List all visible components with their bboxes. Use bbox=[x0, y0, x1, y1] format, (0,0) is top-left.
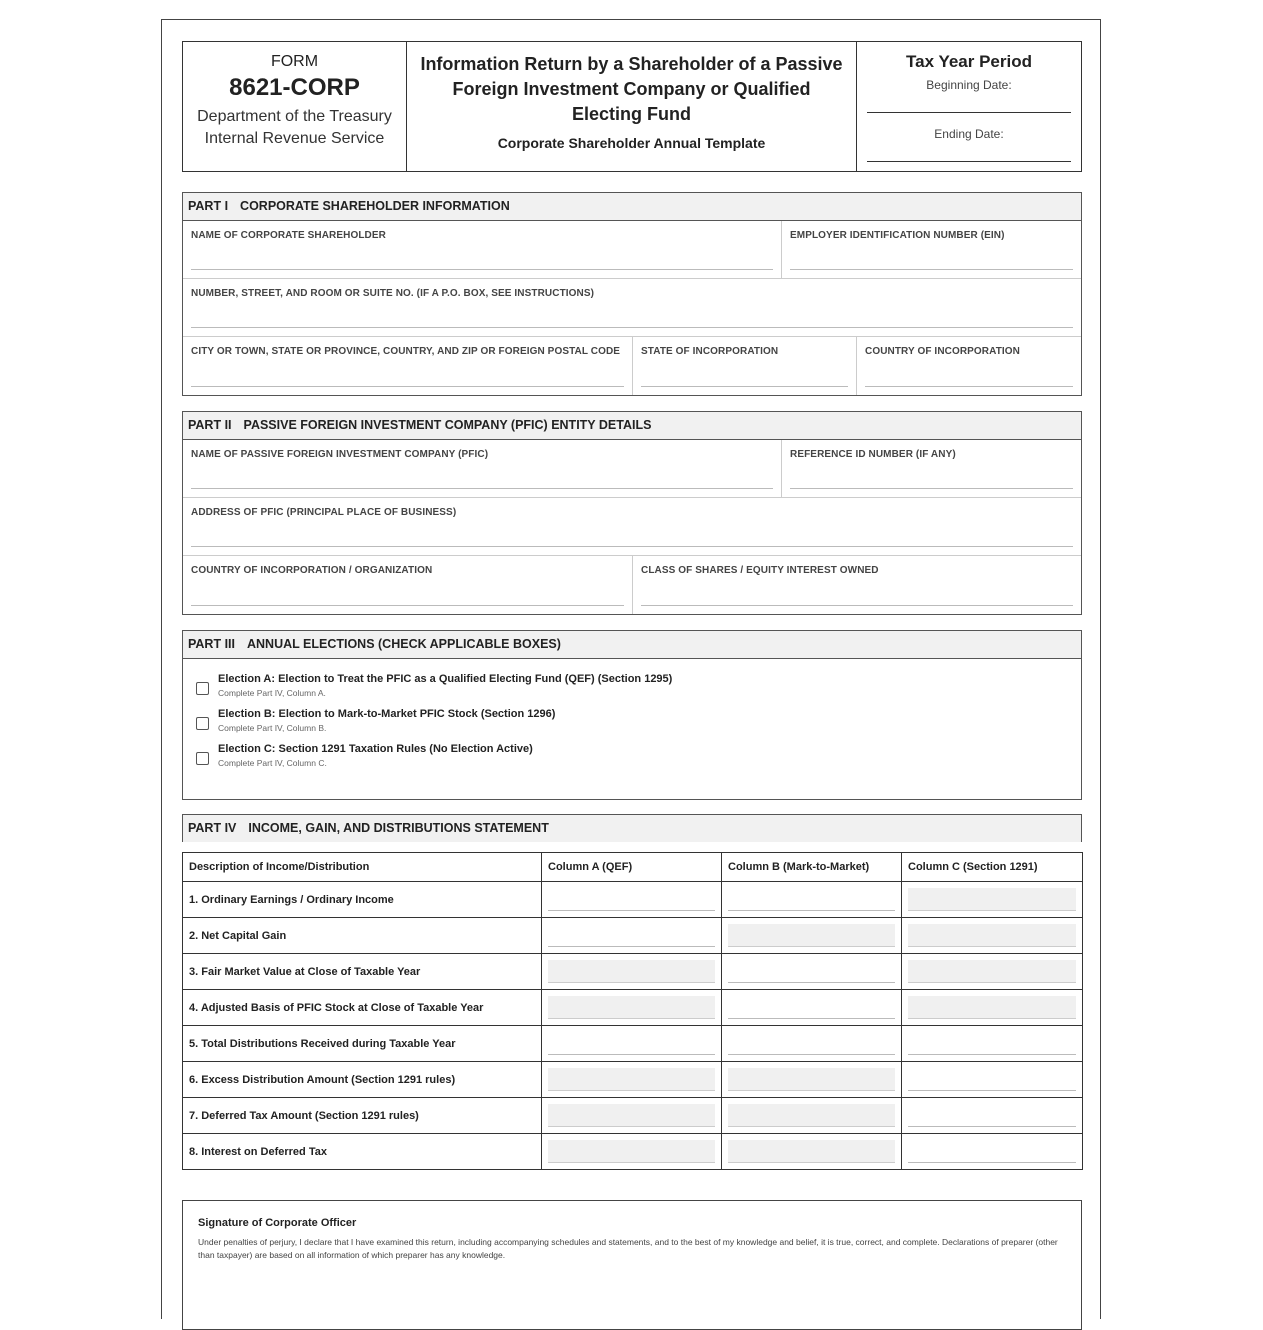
part-1-row-2 bbox=[183, 279, 1081, 337]
column-header-a: Column A (QEF) bbox=[542, 853, 722, 882]
column-a-input-disabled bbox=[542, 1062, 722, 1098]
election-a-checkbox[interactable] bbox=[196, 682, 209, 695]
country-label: COUNTRY OF INCORPORATION bbox=[865, 346, 1020, 357]
form-id-block bbox=[183, 42, 407, 171]
row-description: 8. Interest on Deferred Tax bbox=[183, 1134, 542, 1170]
election-b bbox=[196, 708, 1081, 733]
form-header bbox=[182, 41, 1082, 172]
election-c bbox=[196, 743, 1081, 768]
column-b-input-disabled bbox=[722, 1134, 902, 1170]
perjury-statement: Under penalties of perjury, I declare that I have examined this return, including accompanying schedules and statements, and to the best of my knowledge and belief, it is true, correct, and complete. Declarations of preparer (other than taxpayer) are based on all information of which preparer has any knowledge. bbox=[198, 1237, 1058, 1260]
signature-title: Signature of Corporate Officer bbox=[198, 1217, 357, 1229]
department-line-1: Department of the Treasury bbox=[197, 108, 392, 125]
pfic-address-label: ADDRESS OF PFIC (PRINCIPAL PLACE OF BUSINESS) bbox=[191, 507, 457, 518]
beginning-date-label: Beginning Date: bbox=[926, 78, 1012, 92]
column-c-input-disabled bbox=[902, 954, 1083, 990]
pfic-name-label: NAME OF PASSIVE FOREIGN INVESTMENT COMPANY (PFIC) bbox=[191, 449, 489, 460]
column-c-input-disabled bbox=[902, 882, 1083, 918]
part-1-number: PART I bbox=[188, 199, 229, 213]
row-description: 2. Net Capital Gain bbox=[183, 918, 542, 954]
part-2-row-1 bbox=[183, 440, 1081, 498]
shareholder-name-field[interactable] bbox=[191, 269, 773, 270]
column-c-input[interactable] bbox=[902, 1062, 1083, 1098]
shareholder-name-cell bbox=[183, 221, 781, 278]
column-a-input-disabled bbox=[542, 1098, 722, 1134]
row-description: 6. Excess Distribution Amount (Section 1291 rules) bbox=[183, 1062, 542, 1098]
column-b-input[interactable] bbox=[722, 990, 902, 1026]
elections-list bbox=[183, 659, 1081, 788]
table-row bbox=[183, 882, 1083, 918]
table-row bbox=[183, 1026, 1083, 1062]
part-3-header bbox=[183, 631, 1081, 659]
election-b-note: Complete Part IV, Column B. bbox=[218, 723, 327, 733]
column-c-input[interactable] bbox=[902, 1026, 1083, 1062]
pfic-name-field[interactable] bbox=[191, 488, 773, 489]
beginning-date-field[interactable] bbox=[867, 92, 1071, 113]
election-a-title: Election A: Election to Treat the PFIC as a Qualified Electing Fund (QEF) (Section 1295) bbox=[218, 673, 673, 685]
part-2-number: PART II bbox=[188, 418, 232, 432]
part-2-title: PASSIVE FOREIGN INVESTMENT COMPANY (PFIC) ENTITY DETAILS bbox=[243, 418, 652, 432]
pfic-country-field[interactable] bbox=[191, 605, 624, 606]
form-number: 8621-CORP bbox=[229, 74, 360, 101]
form-title-block bbox=[407, 42, 857, 171]
row-description: 1. Ordinary Earnings / Ordinary Income bbox=[183, 882, 542, 918]
column-b-input[interactable] bbox=[722, 954, 902, 990]
pfic-country-label: COUNTRY OF INCORPORATION / ORGANIZATION bbox=[191, 565, 433, 576]
table-header-row bbox=[183, 853, 1083, 882]
election-b-checkbox[interactable] bbox=[196, 717, 209, 730]
part-1-row-1 bbox=[183, 221, 1081, 279]
column-c-input[interactable] bbox=[902, 1134, 1083, 1170]
election-c-checkbox[interactable] bbox=[196, 752, 209, 765]
tax-period-block bbox=[857, 42, 1081, 171]
state-field[interactable] bbox=[641, 386, 848, 387]
column-header-description: Description of Income/Distribution bbox=[183, 853, 542, 882]
part-3-section bbox=[182, 630, 1082, 800]
election-c-note: Complete Part IV, Column C. bbox=[218, 758, 327, 768]
tax-period-title: Tax Year Period bbox=[906, 52, 1032, 71]
street-cell bbox=[183, 279, 1081, 336]
part-4-number: PART IV bbox=[188, 821, 237, 835]
election-a-note: Complete Part IV, Column A. bbox=[218, 688, 326, 698]
column-b-input[interactable] bbox=[722, 1026, 902, 1062]
table-row bbox=[183, 918, 1083, 954]
ein-label: EMPLOYER IDENTIFICATION NUMBER (EIN) bbox=[790, 230, 1005, 241]
row-description: 7. Deferred Tax Amount (Section 1291 rules) bbox=[183, 1098, 542, 1134]
share-class-cell bbox=[632, 556, 1081, 614]
part-2-section bbox=[182, 411, 1082, 615]
form-label: FORM bbox=[270, 53, 319, 70]
column-c-input[interactable] bbox=[902, 1098, 1083, 1134]
part-4-header bbox=[183, 815, 1081, 842]
pfic-name-cell bbox=[183, 440, 781, 497]
column-c-input-disabled bbox=[902, 918, 1083, 954]
income-table bbox=[182, 852, 1083, 1170]
part-3-title: ANNUAL ELECTIONS (CHECK APPLICABLE BOXES) bbox=[247, 637, 561, 651]
pfic-country-cell bbox=[183, 556, 632, 614]
ein-cell bbox=[781, 221, 1081, 278]
part-2-header bbox=[183, 412, 1081, 440]
part-2-row-2 bbox=[183, 498, 1081, 556]
row-description: 3. Fair Market Value at Close of Taxable Year bbox=[183, 954, 542, 990]
share-class-field[interactable] bbox=[641, 605, 1073, 606]
form-title: Information Return by a Shareholder of a Passive Foreign Investment Company or Qualified Electing Fund bbox=[420, 54, 843, 124]
election-c-title: Election C: Section 1291 Taxation Rules (No Election Active) bbox=[218, 743, 533, 755]
table-row bbox=[183, 954, 1083, 990]
column-header-b: Column B (Mark-to-Market) bbox=[722, 853, 902, 882]
column-a-input-disabled bbox=[542, 954, 722, 990]
column-c-input-disabled bbox=[902, 990, 1083, 1026]
table-row bbox=[183, 1062, 1083, 1098]
part-1-title: CORPORATE SHAREHOLDER INFORMATION bbox=[240, 199, 510, 213]
column-b-input-disabled bbox=[722, 1062, 902, 1098]
part-1-header bbox=[183, 193, 1081, 221]
reference-id-cell bbox=[781, 440, 1081, 497]
country-cell bbox=[856, 337, 1081, 395]
row-description: 4. Adjusted Basis of PFIC Stock at Close of Taxable Year bbox=[183, 990, 542, 1026]
table-row bbox=[183, 990, 1083, 1026]
table-row bbox=[183, 1134, 1083, 1170]
state-cell bbox=[632, 337, 856, 395]
country-field[interactable] bbox=[865, 386, 1073, 387]
column-b-input[interactable] bbox=[722, 882, 902, 918]
city-label: CITY OR TOWN, STATE OR PROVINCE, COUNTRY, AND ZIP OR FOREIGN POSTAL CODE bbox=[191, 346, 621, 357]
part-1-row-3 bbox=[183, 337, 1081, 395]
reference-id-field[interactable] bbox=[790, 488, 1073, 489]
city-cell bbox=[183, 337, 632, 395]
election-b-title: Election B: Election to Mark-to-Market PFIC Stock (Section 1296) bbox=[218, 708, 556, 720]
column-a-input-disabled bbox=[542, 1134, 722, 1170]
street-field[interactable] bbox=[191, 327, 1073, 328]
share-class-label: CLASS OF SHARES / EQUITY INTEREST OWNED bbox=[641, 565, 879, 576]
shareholder-name-label: NAME OF CORPORATE SHAREHOLDER bbox=[191, 230, 386, 241]
ending-date-label: Ending Date: bbox=[934, 127, 1004, 141]
column-header-c: Column C (Section 1291) bbox=[902, 853, 1083, 882]
reference-id-label: REFERENCE ID NUMBER (IF ANY) bbox=[790, 449, 956, 460]
form-page bbox=[161, 19, 1101, 1319]
city-field[interactable] bbox=[191, 386, 624, 387]
ein-field[interactable] bbox=[790, 269, 1073, 270]
part-4-section bbox=[182, 814, 1082, 842]
column-b-input-disabled bbox=[722, 1098, 902, 1134]
state-label: STATE OF INCORPORATION bbox=[641, 346, 779, 357]
form-subtitle: Corporate Shareholder Annual Template bbox=[497, 135, 766, 151]
part-1-section bbox=[182, 192, 1082, 396]
table-row bbox=[183, 1098, 1083, 1134]
part-2-row-3 bbox=[183, 556, 1081, 614]
ending-date-field[interactable] bbox=[867, 141, 1071, 162]
street-label: NUMBER, STREET, AND ROOM OR SUITE NO. (IF A P.O. BOX, SEE INSTRUCTIONS) bbox=[191, 288, 595, 299]
column-a-input[interactable] bbox=[542, 1026, 722, 1062]
column-a-input[interactable] bbox=[542, 918, 722, 954]
column-a-input[interactable] bbox=[542, 882, 722, 918]
part-4-title: INCOME, GAIN, AND DISTRIBUTIONS STATEMENT bbox=[248, 821, 549, 835]
row-description: 5. Total Distributions Received during Taxable Year bbox=[183, 1026, 542, 1062]
column-a-input-disabled bbox=[542, 990, 722, 1026]
department-line-2: Internal Revenue Service bbox=[204, 130, 385, 147]
signature-section bbox=[182, 1200, 1082, 1330]
pfic-address-cell bbox=[183, 498, 1081, 555]
part-3-number: PART III bbox=[188, 637, 235, 651]
column-b-input-disabled bbox=[722, 918, 902, 954]
election-a bbox=[196, 673, 1081, 698]
pfic-address-field[interactable] bbox=[191, 546, 1073, 547]
